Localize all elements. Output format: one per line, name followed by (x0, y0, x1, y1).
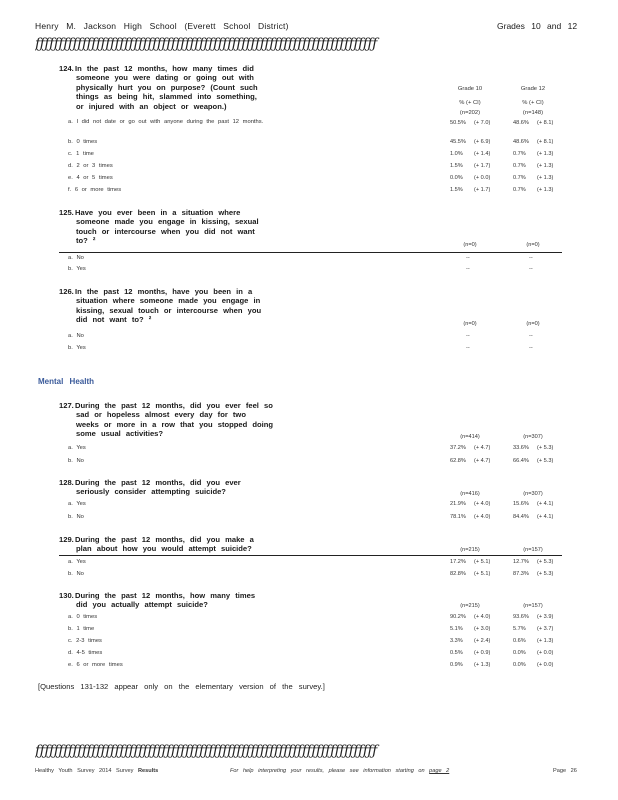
question-number: 124. (59, 64, 74, 73)
grade10-n: (n=0) (463, 242, 477, 248)
grade10-value: 1.0% (450, 151, 463, 157)
question-125: 125.Have you ever been in a situation where someone made you engage in kissing, sexual touch or intercourse when you did not want to? ² (59, 208, 259, 246)
grades-header: Grades 10 and 12 (497, 21, 578, 31)
grade10-value: 82.8% (450, 571, 466, 577)
question-number: 129. (59, 535, 74, 544)
grade10-ci: (+ 7.0) (474, 120, 491, 126)
section-heading-mental-health: Mental Health (38, 377, 95, 386)
grade10-ci: (+ 1.7) (474, 187, 491, 193)
answer-option: b. Yes (68, 345, 86, 351)
grade10-n: (n=0) (463, 321, 477, 327)
grade10-ci: (+ 3.0) (474, 626, 491, 632)
footer-help-text: For help interpreting your results, please see information starting on page 2 (230, 768, 450, 774)
answer-option: a. Yes (68, 559, 86, 565)
answer-option: b. 0 times (68, 139, 98, 145)
grade12-ci: (+ 5.3) (537, 571, 554, 577)
grade12-value: 0.7% (513, 163, 526, 169)
grade12-ci: (+ 4.1) (537, 501, 554, 507)
grade10-value: 1.5% (450, 163, 463, 169)
grade10-value: 0.0% (450, 175, 463, 181)
grade10-ci: (+ 4.0) (474, 501, 491, 507)
grade10-ci: (+ 5.1) (474, 559, 491, 565)
answer-option: c. 2-3 times (68, 638, 102, 644)
grade10-ci: (+ 4.7) (474, 445, 491, 451)
question-129: 129.During the past 12 months, did you make a plan about how you would attempt suicide? (59, 535, 254, 554)
answer-option: a. 0 times (68, 614, 98, 620)
grade12-value: 87.3% (513, 571, 529, 577)
grade10-value: -- (466, 255, 470, 261)
grade12-ci: (+ 0.0) (537, 650, 554, 656)
grade12-value: 12.7% (513, 559, 529, 565)
grade10-value: 62.8% (450, 458, 466, 464)
footer-survey-title: Healthy Youth Survey 2014 Survey Results (35, 768, 159, 774)
decorative-divider-bottom: ƒƒƒƒƒƒƒƒƒƒƒƒƒƒƒƒƒƒƒƒƒƒƒƒƒƒƒƒƒƒƒƒƒƒƒƒƒƒƒƒƒƒƒƒƒƒƒƒƒƒƒƒƒƒƒƒƒƒƒƒƒƒƒƒƒƒƒƒƒƒƒƒƒ (35, 743, 377, 759)
grade12-n: (n=307) (523, 434, 543, 440)
answer-option: a. Yes (68, 501, 86, 507)
question-124: 124.In the past 12 months, how many times did someone you were dating or going out with physically hurt you on purpose? (Count such things as being hit, slammed into something, or injured with an object or weapon.) (59, 64, 258, 111)
answer-option: a. No (68, 333, 84, 339)
grade12-column-header: Grade 12 % (+ CI) (n=148) (520, 86, 546, 116)
grade10-value: -- (466, 266, 470, 272)
grade12-ci: (+ 8.1) (537, 120, 554, 126)
question-number: 130. (59, 591, 74, 600)
grade12-n: (n=307) (523, 491, 543, 497)
answer-option: f. 6 or more times (68, 187, 122, 193)
grade10-value: 5.1% (450, 626, 463, 632)
grade10-value: 17.2% (450, 559, 466, 565)
answer-option: b. No (68, 458, 84, 464)
page-number: Page 26 (553, 768, 577, 774)
grade10-ci: (+ 6.9) (474, 139, 491, 145)
grade12-value: -- (529, 255, 533, 261)
grade12-ci: (+ 8.1) (537, 139, 554, 145)
grade12-ci: (+ 5.3) (537, 559, 554, 565)
grade10-value: 21.9% (450, 501, 466, 507)
grade12-value: -- (529, 266, 533, 272)
grade10-ci: (+ 4.0) (474, 614, 491, 620)
question-number: 126. (59, 287, 74, 296)
elementary-version-note: [Questions 131-132 appear only on the elementary version of the survey.] (38, 682, 325, 691)
grade10-value: 0.5% (450, 650, 463, 656)
grade12-value: 15.6% (513, 501, 529, 507)
question-127: 127.During the past 12 months, did you ever feel so sad or hopeless almost every day for two weeks or more in a row that you stopped doing some usual activities? (59, 401, 274, 439)
question-number: 127. (59, 401, 74, 410)
grade12-n: (n=0) (526, 321, 540, 327)
grade12-ci: (+ 1.3) (537, 175, 554, 181)
answer-option: d. 4-5 times (68, 650, 103, 656)
grade12-n: (n=157) (523, 603, 543, 609)
school-header: Henry M. Jackson High School (Everett School District) (35, 21, 289, 31)
grade12-ci: (+ 0.0) (537, 662, 554, 668)
answer-option: c. 1 time (68, 151, 94, 157)
grade12-ci: (+ 3.7) (537, 626, 554, 632)
grade12-value: 84.4% (513, 514, 529, 520)
grade12-value: 66.4% (513, 458, 529, 464)
grade10-ci: (+ 4.7) (474, 458, 491, 464)
grade12-n: (n=0) (526, 242, 540, 248)
grade10-value: 0.9% (450, 662, 463, 668)
grade10-ci: (+ 0.9) (474, 650, 491, 656)
grade10-ci: (+ 5.1) (474, 571, 491, 577)
grade10-ci: (+ 0.0) (474, 175, 491, 181)
grade10-value: 45.5% (450, 139, 466, 145)
answer-option: b. No (68, 571, 84, 577)
grade10-value: 78.1% (450, 514, 466, 520)
grade12-value: -- (529, 333, 533, 339)
grade12-ci: (+ 1.3) (537, 638, 554, 644)
grade12-value: 33.6% (513, 445, 529, 451)
grade10-ci: (+ 4.0) (474, 514, 491, 520)
grade10-value: 90.2% (450, 614, 466, 620)
grade10-ci: (+ 1.7) (474, 163, 491, 169)
page-2-link[interactable]: page 2 (429, 768, 450, 774)
grade10-n: (n=215) (460, 603, 480, 609)
grade10-n: (n=414) (460, 434, 480, 440)
grade12-value: 48.6% (513, 120, 529, 126)
question-number: 128. (59, 478, 74, 487)
answer-option: e. 4 or 5 times (68, 175, 113, 181)
answer-option: b. Yes (68, 266, 86, 272)
grade12-value: 0.6% (513, 638, 526, 644)
grade12-value: 5.7% (513, 626, 526, 632)
grade10-n: (n=416) (460, 491, 480, 497)
grade12-value: 0.0% (513, 650, 526, 656)
decorative-divider-top: ƒƒƒƒƒƒƒƒƒƒƒƒƒƒƒƒƒƒƒƒƒƒƒƒƒƒƒƒƒƒƒƒƒƒƒƒƒƒƒƒƒƒƒƒƒƒƒƒƒƒƒƒƒƒƒƒƒƒƒƒƒƒƒƒƒƒƒƒƒƒƒƒƒ (35, 36, 377, 52)
answer-option: a. Yes (68, 445, 86, 451)
divider (59, 252, 562, 253)
grade12-ci: (+ 4.1) (537, 514, 554, 520)
grade12-ci: (+ 1.3) (537, 151, 554, 157)
answer-option: b. 1 time (68, 626, 95, 632)
grade10-ci: (+ 1.3) (474, 662, 491, 668)
grade12-value: 0.7% (513, 175, 526, 181)
grade12-value: 0.0% (513, 662, 526, 668)
grade10-value: 50.5% (450, 120, 466, 126)
answer-option: a. No (68, 255, 84, 261)
answer-option: d. 2 or 3 times (68, 163, 113, 169)
grade12-ci: (+ 5.3) (537, 445, 554, 451)
grade10-value: 1.5% (450, 187, 463, 193)
question-130: 130.During the past 12 months, how many times did you actually attempt suicide? (59, 591, 256, 610)
grade10-value: -- (466, 345, 470, 351)
grade10-value: 3.3% (450, 638, 463, 644)
question-128: 128.During the past 12 months, did you ever seriously consider attempting suicide? (59, 478, 241, 497)
answer-option: e. 6 or more times (68, 662, 123, 668)
grade12-value: 0.7% (513, 151, 526, 157)
answer-option: a. I did not date or go out with anyone during the past 12 months. (68, 119, 264, 125)
grade12-ci: (+ 1.3) (537, 187, 554, 193)
grade12-n: (n=157) (523, 547, 543, 553)
divider (59, 555, 562, 556)
grade10-ci: (+ 2.4) (474, 638, 491, 644)
grade12-value: 48.6% (513, 139, 529, 145)
grade12-ci: (+ 5.3) (537, 458, 554, 464)
grade10-value: 37.2% (450, 445, 466, 451)
question-126: 126.In the past 12 months, have you been in a situation where someone made you engage in kissing, sexual touch or intercourse when you did not want to? ² (59, 287, 262, 325)
grade12-ci: (+ 3.9) (537, 614, 554, 620)
grade10-n: (n=215) (460, 547, 480, 553)
grade12-value: 93.6% (513, 614, 529, 620)
grade10-value: -- (466, 333, 470, 339)
grade10-column-header: Grade 10 % (+ CI) (n=202) (457, 86, 483, 116)
grade12-ci: (+ 1.3) (537, 163, 554, 169)
grade10-ci: (+ 1.4) (474, 151, 491, 157)
grade12-value: -- (529, 345, 533, 351)
answer-option: b. No (68, 514, 84, 520)
grade12-value: 0.7% (513, 187, 526, 193)
question-number: 125. (59, 208, 74, 217)
